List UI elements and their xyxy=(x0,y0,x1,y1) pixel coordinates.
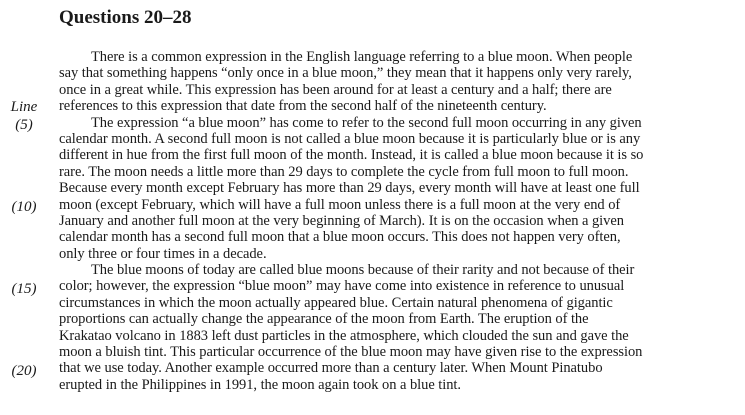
line-label: Line xyxy=(10,99,38,115)
passage-line-7: different in hue from the first full moon of the month. Instead, it is called a blue moon because it is so xyxy=(59,147,644,164)
passage-line-8: rare. The moon needs a little more than 29 days to complete the cycle from full moon to full moon. xyxy=(59,163,629,180)
questions-heading: Questions 20–28 xyxy=(59,7,192,28)
passage-line-12: calendar month has a second full moon that a blue moon occurs. This does not happen very often, xyxy=(59,229,621,246)
passage-line-5: The expression “a blue moon” has come to refer to the second full moon occurring in any given xyxy=(91,114,642,131)
passage-line-18: Krakatao volcano in 1883 left dust particles in the atmosphere, which clouded the sun and gave the xyxy=(59,327,629,344)
passage-line-15: color; however, the expression “blue moon” may have come into existence in reference to unusual xyxy=(59,278,625,295)
passage-line-14: The blue moons of today are called blue moons because of their rarity and not because of their xyxy=(91,262,635,279)
passage-line-2: say that something happens “only once in a blue moon,” they mean that it happens only very rarely, xyxy=(59,65,632,82)
passage-line-17: proportions can actually change the appearance of the moon from Earth. The eruption of the xyxy=(59,311,589,328)
passage-line-9: Because every month except February has more than 29 days, every month will have at least one full xyxy=(59,180,640,197)
passage-line-1: There is a common expression in the English language referring to a blue moon. When people xyxy=(91,49,633,65)
passage-line-19: moon a bluish tint. This particular occurrence of the blue moon may have given rise to the expression xyxy=(59,344,643,361)
passage-line-16: circumstances in which the moon actually appeared blue. Certain natural phenomena of gigantic xyxy=(59,294,613,311)
line-number-10: (10) xyxy=(11,199,37,215)
passage-line-20: that we use today. Another example occurred more than a century later. When Mount Pinatubo xyxy=(59,360,603,377)
passage-line-4: references to this expression that date from the second half of the nineteenth century. xyxy=(59,98,547,115)
passage-text xyxy=(59,49,745,393)
line-number-15: (15) xyxy=(11,281,37,297)
passage-line-3: once in a great while. This expression has been around for at least a century and a half; there are xyxy=(59,81,612,98)
passage-line-13: only three or four times in a decade. xyxy=(59,245,267,262)
line-number-5: (5) xyxy=(15,117,33,133)
passage-line-21: erupted in the Philippines in 1991, the moon again took on a blue tint. xyxy=(59,376,461,393)
passage-line-6: calendar month. A second full moon is not called a blue moon because it is particularly blue or is any xyxy=(59,130,641,147)
passage-line-10: moon (except February, which will have a full moon unless there is a full moon at the very end of xyxy=(59,196,621,213)
passage-line-11: January and another full moon at the very beginning of March). It is on the occasion when a given xyxy=(59,212,624,229)
line-number-20: (20) xyxy=(11,363,37,379)
